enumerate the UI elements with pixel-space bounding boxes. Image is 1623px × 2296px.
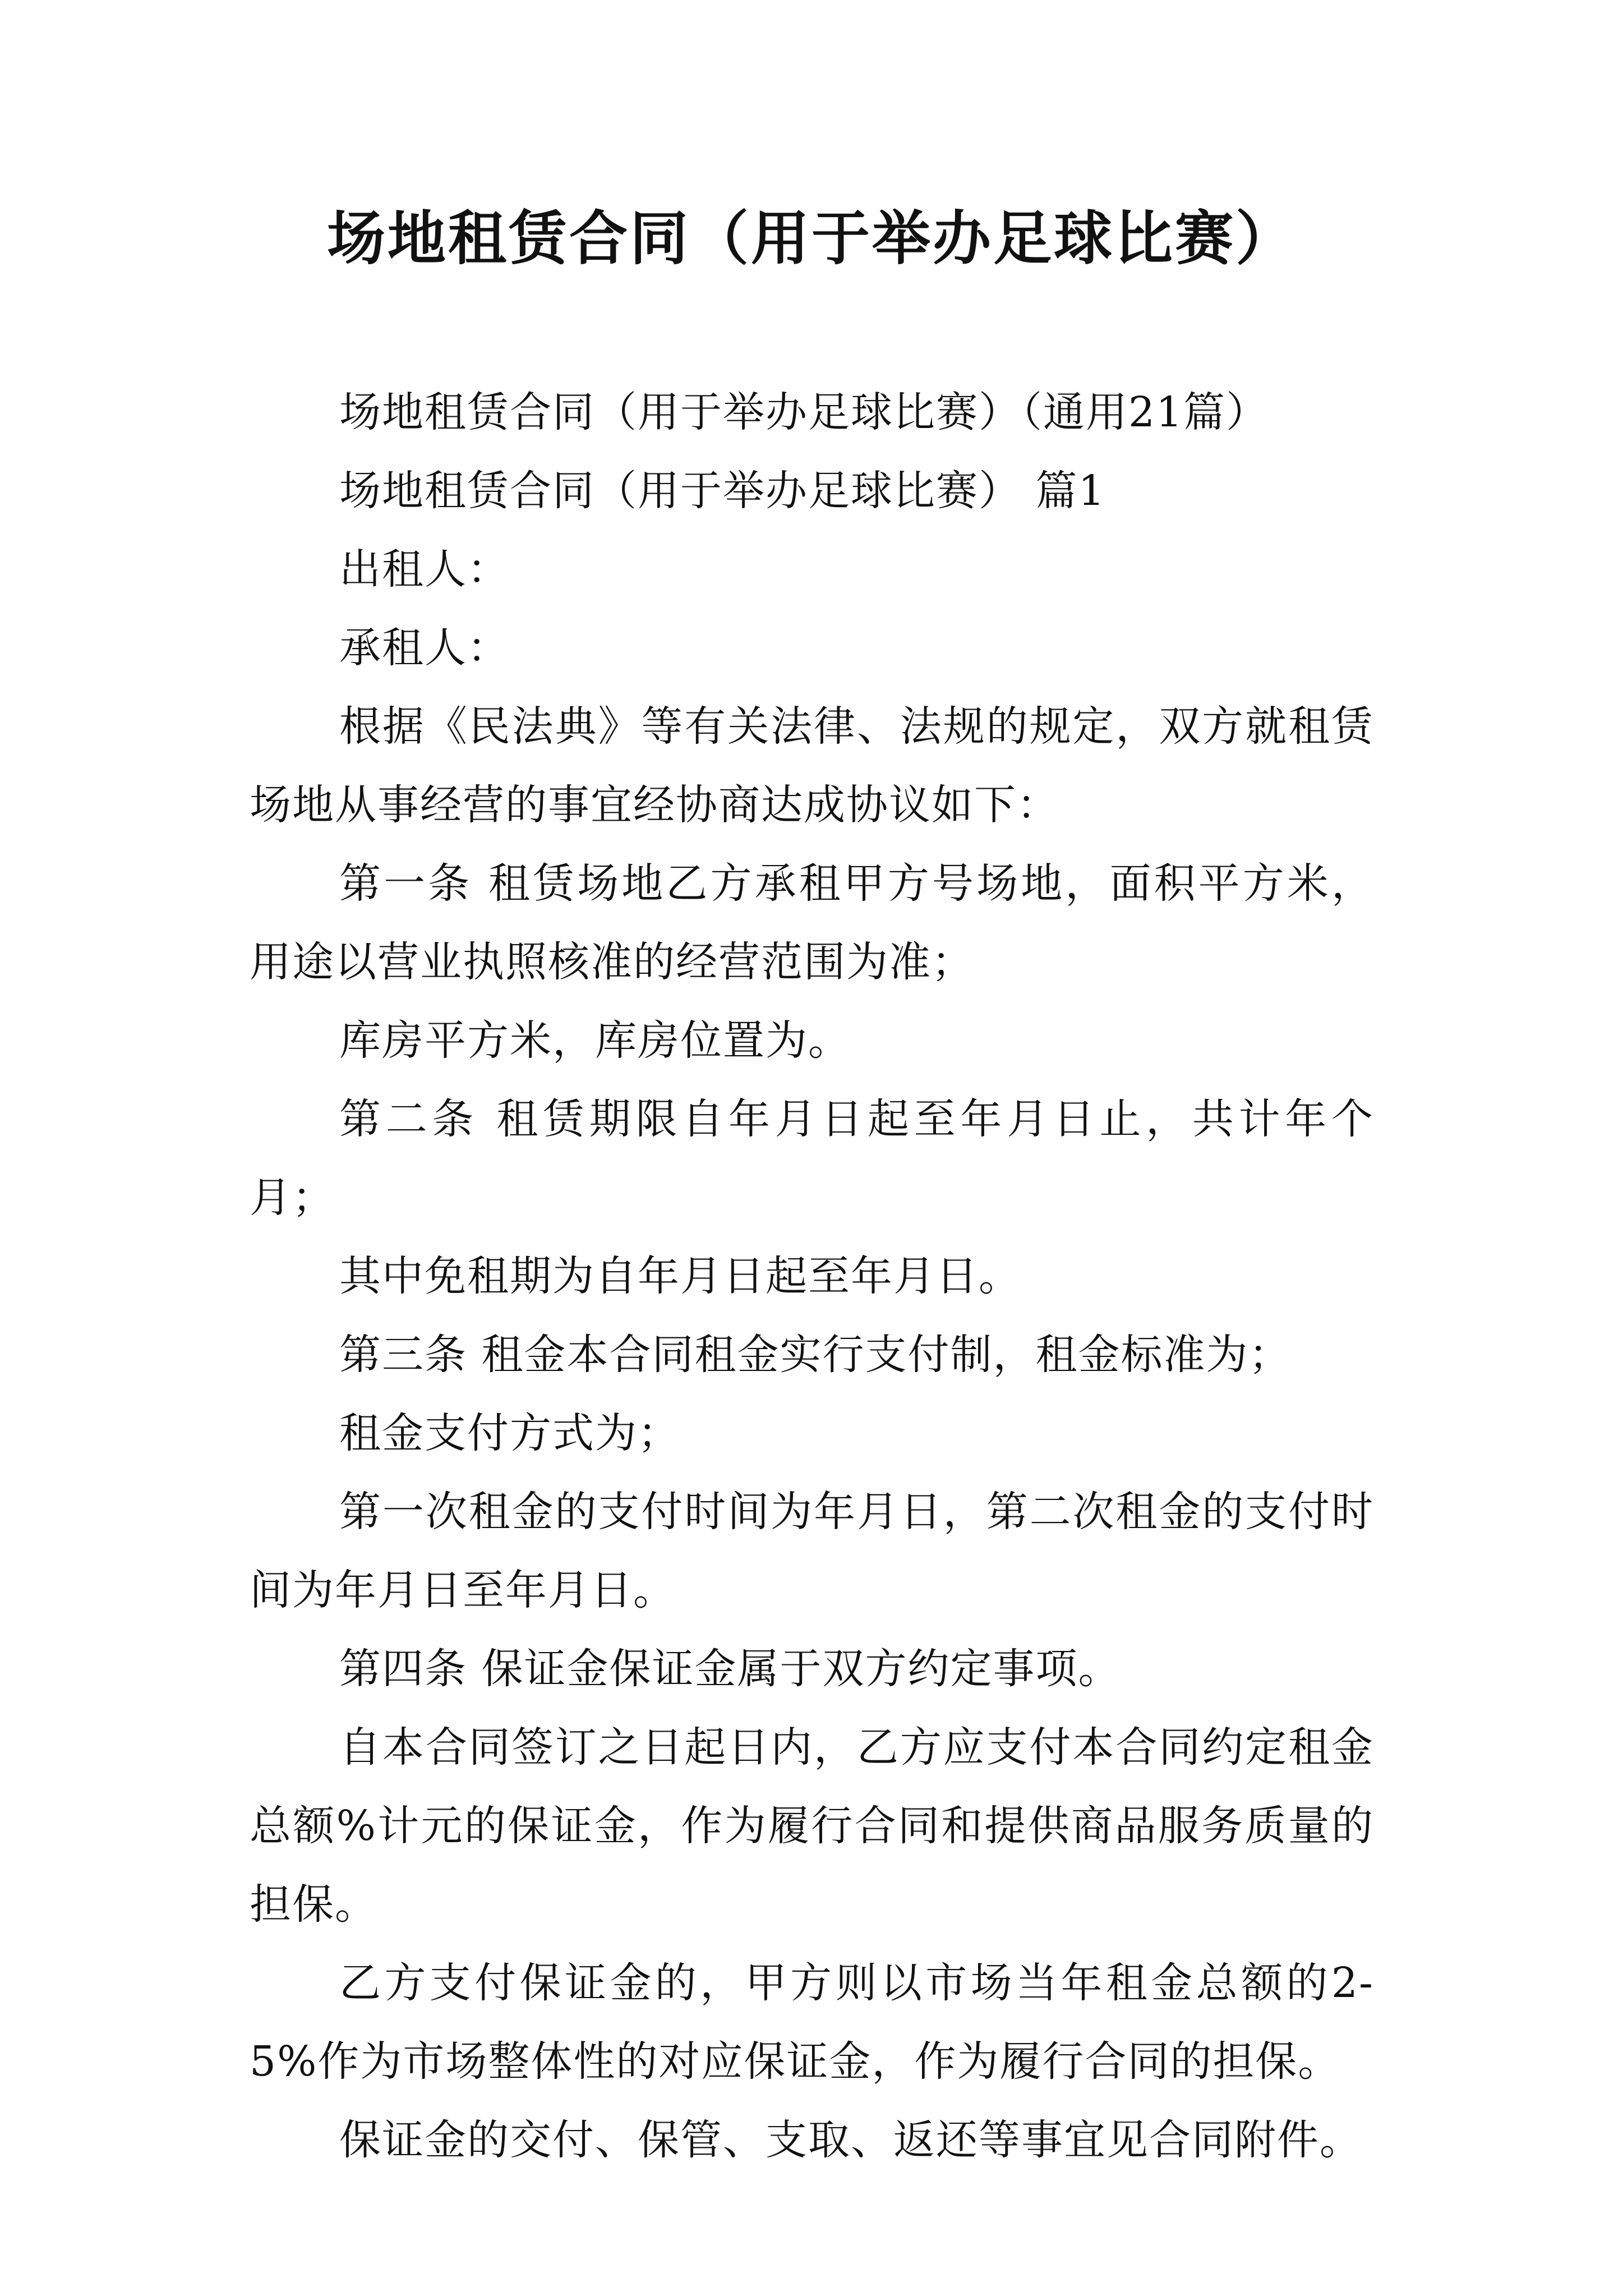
- paragraph-deposit-annex: 保证金的交付、保管、支取、返还等事宜见合同附件。: [339, 2116, 1362, 2164]
- paragraph-article-4: 第四条 保证金保证金属于双方约定事项。: [339, 1645, 1121, 1693]
- document-body: [250, 373, 1374, 2179]
- paragraph-market-deposit: 乙方支付保证金的，甲方则以市场当年租金总额的2-5%作为市场整体性的对应保证金，作为履行合同的担保。: [250, 1959, 1374, 2086]
- paragraph-article-1: 第一条 租赁场地乙方承租甲方号场地，面积平方米，用途以营业执照核准的经营范围为准；: [250, 859, 1374, 986]
- paragraph-article-2: 第二条 租赁期限自年月日起至年月日止，共计年个月；: [250, 1095, 1374, 1222]
- paragraph-article-3: 第三条 租金本合同租金实行支付制，租金标准为；: [339, 1331, 1292, 1379]
- paragraph-payment-method: 租金支付方式为；: [339, 1409, 680, 1457]
- paragraph-section-heading: 场地租赁合同（用于举办足球比赛） 篇1: [339, 467, 1106, 515]
- paragraph-preamble: 根据《民法典》等有关法律、法规的规定，双方就租赁场地从事经营的事宜经协商达成协议如下：: [250, 702, 1374, 829]
- paragraph-lessor: 出租人：: [339, 545, 510, 593]
- document-title: 场地租赁合同（用于举办足球比赛）: [326, 204, 1296, 273]
- paragraph-lessee: 承租人：: [339, 624, 510, 672]
- paragraph-collection-title: 场地租赁合同（用于举办足球比赛）（通用21篇）: [339, 388, 1269, 436]
- paragraph-payment-schedule: 第一次租金的支付时间为年月日，第二次租金的支付时间为年月日至年月日。: [250, 1488, 1374, 1614]
- paragraph-deposit-payment: 自本合同签订之日起日内，乙方应支付本合同约定租金总额%计元的保证金，作为履行合同和提供商品服务质量的担保。: [250, 1723, 1374, 1929]
- paragraph-rent-free-period: 其中免租期为自年月日起至年月日。: [339, 1252, 1021, 1300]
- paragraph-warehouse: 库房平方米，库房位置为。: [339, 1016, 851, 1065]
